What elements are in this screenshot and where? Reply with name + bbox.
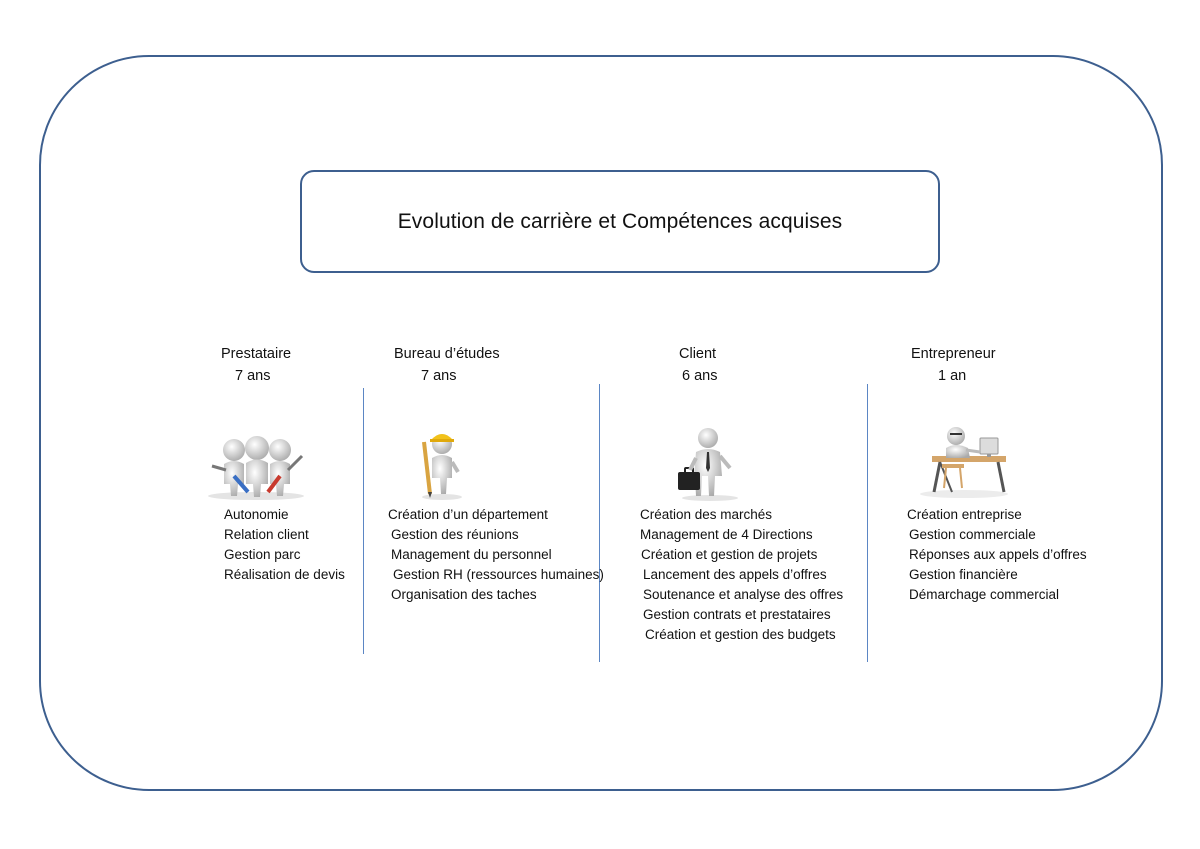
skills-list-prestataire	[224, 505, 345, 585]
list-item: Création et gestion des budgets	[645, 627, 836, 642]
list-item: Organisation des taches	[391, 587, 537, 602]
list-item: Création entreprise	[907, 507, 1022, 522]
list-item: Management du personnel	[391, 547, 552, 562]
list-item: Relation client	[224, 527, 309, 542]
list-item: Démarchage commercial	[909, 587, 1060, 602]
list-item: Management de 4 Directions	[640, 527, 813, 542]
duration-label: 7 ans	[421, 368, 457, 384]
role-label: Entrepreneur	[911, 346, 996, 362]
person-at-desk-computer-icon	[906, 390, 1020, 500]
engineer-with-pencil-icon	[414, 428, 466, 500]
list-item: Autonomie	[224, 507, 289, 522]
duration-label: 6 ans	[682, 368, 718, 384]
list-item: Création des marchés	[640, 507, 773, 522]
role-label: Bureau d’études	[394, 346, 500, 362]
list-item: Réalisation de devis	[224, 567, 345, 582]
list-item: Gestion RH (ressources humaines)	[393, 567, 604, 582]
list-item: Gestion commerciale	[909, 527, 1036, 542]
list-item: Gestion contrats et prestataires	[643, 607, 831, 622]
skills-list-entrepreneur	[907, 505, 1087, 605]
list-item: Gestion des réunions	[391, 527, 519, 542]
role-label: Prestataire	[221, 346, 292, 362]
skills-list-bureau-etudes	[388, 505, 604, 605]
column-divider	[867, 384, 868, 662]
column-header-client	[679, 343, 717, 387]
list-item: Soutenance et analyse des offres	[643, 587, 844, 602]
column-divider	[363, 388, 364, 654]
list-item: Création et gestion de projets	[641, 547, 818, 562]
title-box	[300, 170, 940, 273]
column-header-bureau-etudes	[394, 343, 500, 387]
list-item: Création d’un département	[388, 507, 548, 522]
skills-list-client	[640, 505, 843, 645]
list-item: Lancement des appels d’offres	[643, 567, 827, 582]
column-header-entrepreneur	[911, 343, 996, 387]
role-label: Client	[679, 346, 717, 362]
list-item: Réponses aux appels d’offres	[909, 547, 1087, 562]
page-title: Evolution de carrière et Compétences acquises	[397, 209, 843, 233]
duration-label: 7 ans	[235, 368, 271, 384]
businessman-with-briefcase-icon	[672, 424, 744, 502]
three-technicians-icon	[204, 430, 308, 500]
list-item: Gestion financière	[909, 567, 1018, 582]
column-header-prestataire	[221, 343, 291, 387]
duration-label: 1 an	[938, 368, 967, 384]
list-item: Gestion parc	[224, 547, 301, 562]
